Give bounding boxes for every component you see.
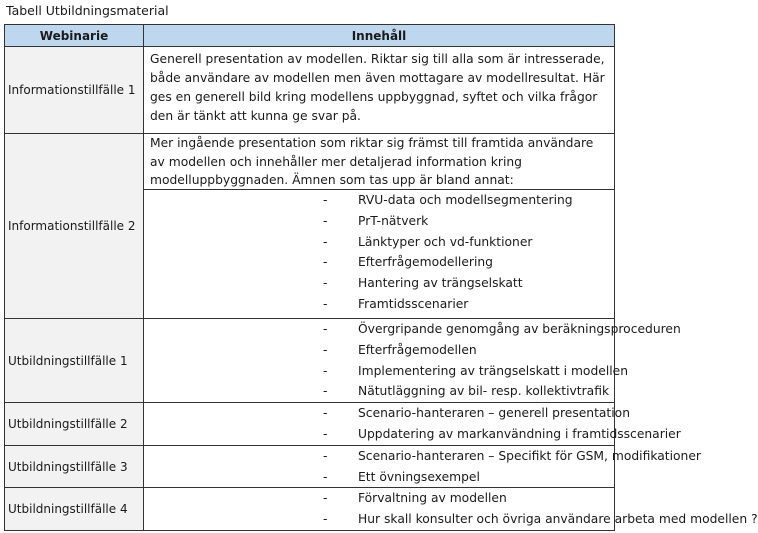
row-label: Informationstillfälle 1 [5, 47, 144, 134]
row-label: Utbildningstillfälle 2 [5, 403, 144, 446]
list-item: - Länktyper och vd-funktioner [323, 234, 533, 249]
row-content [144, 445, 701, 488]
bullet-list [144, 189, 614, 315]
table-row [5, 488, 615, 531]
list-item: - Övergripande genomgång av beräkningsproceduren [323, 322, 681, 336]
row-description: Generell presentation av modellen. Riktar sig till alla som är intresserade, både användare av modellen men även mottagare av modellresultat. Här ges en generell bild kring modellens uppbyggnad, syftet och vilka frågor den är tänkt att kunna ge svar på. [150, 52, 605, 123]
row-label: Utbildningstillfälle 4 [5, 488, 144, 531]
list-item: - Nätutläggning av bil- resp. kollektivtrafik [323, 384, 610, 399]
list-item: - Hantering av trängselskatt [323, 276, 523, 291]
list-item: - RVU-data och modellsegmentering [323, 193, 573, 207]
row-content [144, 319, 681, 403]
row-label: Utbildningstillfälle 1 [5, 319, 144, 403]
table-row [5, 319, 615, 403]
table-row [5, 403, 615, 446]
bullet-list [144, 488, 758, 530]
list-item: - Framtidsscenarier [323, 296, 469, 311]
list-item: - Implementering av trängselskatt i modellen [323, 363, 629, 378]
list-item: - Förvaltning av modellen [323, 491, 507, 506]
row-content [144, 488, 758, 531]
row-content [144, 47, 615, 134]
list-item: - Efterfrågemodellering [323, 255, 493, 270]
row-label: Informationstillfälle 2 [5, 134, 144, 319]
row-label: Utbildningstillfälle 3 [5, 445, 144, 488]
header-innehall: Innehåll [144, 25, 615, 47]
training-table [4, 24, 758, 531]
table-row [5, 134, 615, 319]
bullet-list [144, 319, 681, 402]
list-item: - Hur skall konsulter och övriga användare arbeta med modellen ? [323, 512, 758, 527]
bullet-list [144, 446, 701, 488]
list-item: - Uppdatering av markanvändning i framtidsscenarier [323, 426, 681, 441]
row-content [144, 134, 615, 319]
list-item: - Efterfrågemodellen [323, 342, 477, 357]
row-content [144, 403, 681, 446]
row-description: Mer ingående presentation som riktar sig främst till framtida användare av modellen och innehåller mer detaljerad information kring modelluppbyggnaden. Ämnen som tas upp är bland annat: [150, 136, 594, 187]
bullet-list [144, 403, 681, 445]
header-webinarie: Webinarie [5, 25, 144, 47]
table-caption: Tabell Utbildningsmaterial [6, 3, 169, 18]
list-item: - Scenario-hanteraren – generell presentation [323, 406, 630, 421]
table-header-row [5, 25, 615, 47]
list-item: - Scenario-hanteraren – Specifikt för GSM, modifikationer [323, 448, 701, 463]
list-item: - PrT-nätverk [323, 213, 429, 228]
list-item: - Ett övningsexempel [323, 469, 480, 484]
table-row [5, 445, 615, 488]
table-row [5, 47, 615, 134]
